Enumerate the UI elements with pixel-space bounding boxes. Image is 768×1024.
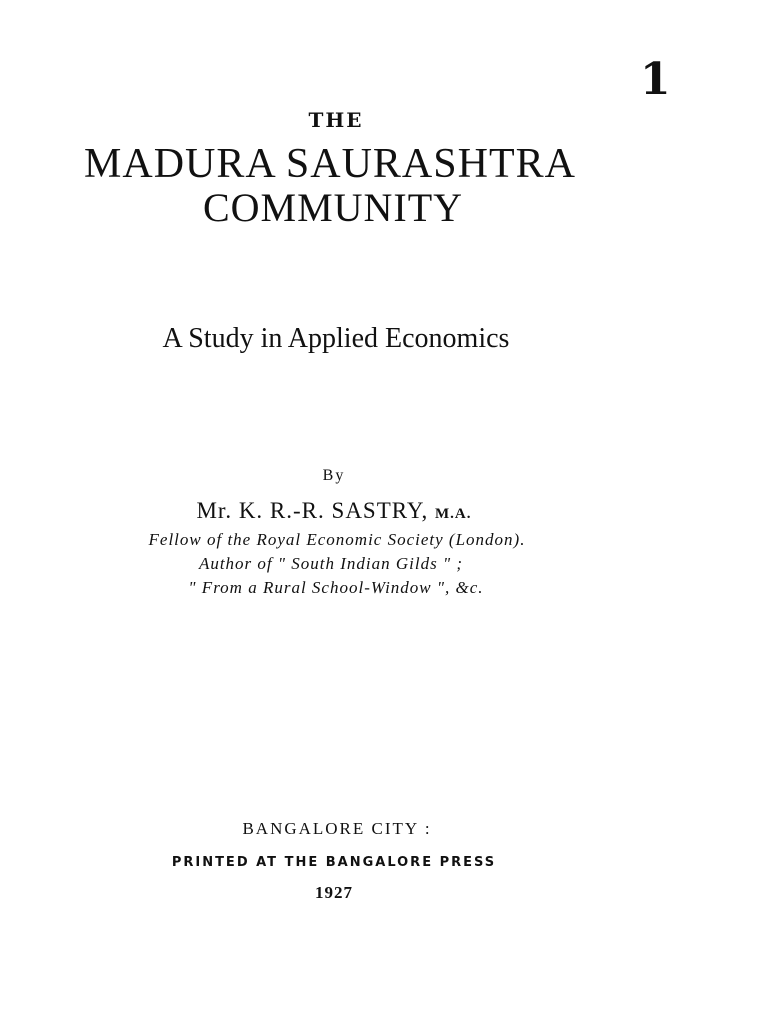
book-subtitle: A Study in Applied Economics xyxy=(162,323,510,354)
book-title-line-2: COMMUNITY xyxy=(202,185,464,230)
title-article: THE xyxy=(308,108,364,132)
author-name: Mr. K. R.-R. SASTRY, xyxy=(196,498,429,523)
imprint-city: BANGALORE CITY : xyxy=(242,819,432,838)
imprint-year: 1927 xyxy=(315,883,353,902)
byline-label: By xyxy=(322,467,346,484)
imprint-printer: PRINTED AT THE BANGALORE PRESS xyxy=(171,855,497,870)
author-degree: M.A. xyxy=(435,506,472,522)
author-credential-3: " From a Rural School-Window ", &c. xyxy=(188,578,484,597)
book-title-line-1: MADURA SAURASHTRA xyxy=(84,141,576,187)
author-name-line xyxy=(0,499,718,522)
author-credential-1: Fellow of the Royal Economic Society (London). xyxy=(148,530,526,549)
author-credential-2: Author of " South Indian Gilds " ; xyxy=(198,554,464,573)
page-number: 1 xyxy=(640,54,671,105)
